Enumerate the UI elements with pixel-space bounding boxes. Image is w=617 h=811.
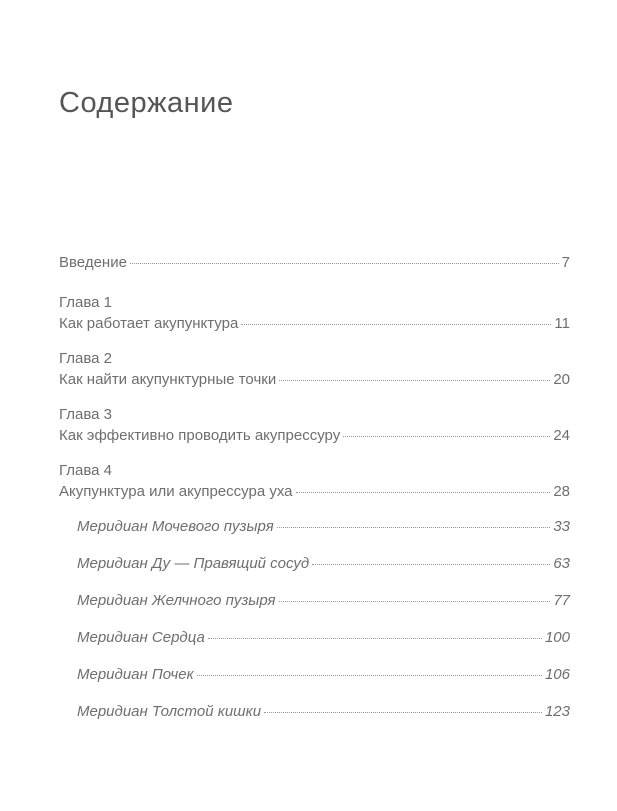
- chapter-label: Глава 3: [59, 406, 113, 423]
- dotted-leader: [312, 564, 550, 565]
- page-title: Содержание: [59, 87, 234, 120]
- entry-line: [59, 627, 570, 648]
- entry-label: Меридиан Почек: [77, 666, 194, 683]
- page-number: 63: [553, 555, 570, 572]
- dotted-leader: [208, 638, 542, 639]
- toc-entry: [59, 292, 570, 334]
- dotted-leader: [296, 492, 551, 493]
- page-number: 123: [544, 703, 570, 720]
- page-number: 100: [544, 629, 570, 646]
- entry-line: [59, 664, 570, 685]
- entry-line: [59, 252, 570, 273]
- page-number: 7: [561, 254, 570, 271]
- entry-line: [59, 590, 570, 611]
- dotted-leader: [343, 436, 550, 437]
- dotted-leader: [264, 712, 542, 713]
- entry-label: Как найти акупунктурные точки: [59, 371, 277, 388]
- toc-list: [59, 252, 570, 738]
- dotted-leader: [279, 601, 551, 602]
- dotted-leader: [197, 675, 542, 676]
- page-number: 11: [554, 315, 570, 332]
- dotted-leader: [130, 263, 559, 264]
- entry-label: Меридиан Толстой кишки: [77, 703, 262, 720]
- toc-entry: [59, 553, 570, 574]
- toc-entry: [59, 516, 570, 537]
- entry-label: Как эффективно проводить акупрессуру: [59, 427, 341, 444]
- entry-line: [59, 481, 570, 502]
- page-number: 33: [553, 518, 570, 535]
- toc-entry: [59, 348, 570, 390]
- chapter-label: Глава 1: [59, 294, 113, 311]
- page-number: 24: [553, 427, 570, 444]
- toc-entry: [59, 664, 570, 685]
- entry-line: [59, 553, 570, 574]
- toc-entry: [59, 627, 570, 648]
- dotted-leader: [241, 324, 551, 325]
- entry-line: [59, 516, 570, 537]
- entry-line: [59, 369, 570, 390]
- entry-label: Меридиан Мочевого пузыря: [77, 518, 274, 535]
- entry-line: [59, 425, 570, 446]
- toc-entry: [59, 701, 570, 722]
- page-number: 77: [553, 592, 570, 609]
- toc-entry: [59, 404, 570, 446]
- page-number: 20: [553, 371, 570, 388]
- chapter-label: Глава 2: [59, 350, 113, 367]
- entry-line: [59, 313, 570, 334]
- entry-label: Меридиан Ду — Правящий сосуд: [77, 555, 310, 572]
- entry-label: Меридиан Сердца: [77, 629, 205, 646]
- chapter-label: Глава 4: [59, 462, 113, 479]
- page-number: 106: [544, 666, 570, 683]
- dotted-leader: [279, 380, 550, 381]
- toc-entry: [59, 460, 570, 502]
- toc-entry: [59, 590, 570, 611]
- entry-label: Как работает акупунктура: [59, 315, 239, 332]
- page-number: 28: [553, 483, 570, 500]
- toc-entry: [59, 252, 570, 273]
- dotted-leader: [277, 527, 551, 528]
- entry-label: Введение: [59, 254, 127, 271]
- entry-label: Акупунктура или акупрессура уха: [59, 483, 293, 500]
- entry-label: Меридиан Желчного пузыря: [77, 592, 276, 609]
- entry-line: [59, 701, 570, 722]
